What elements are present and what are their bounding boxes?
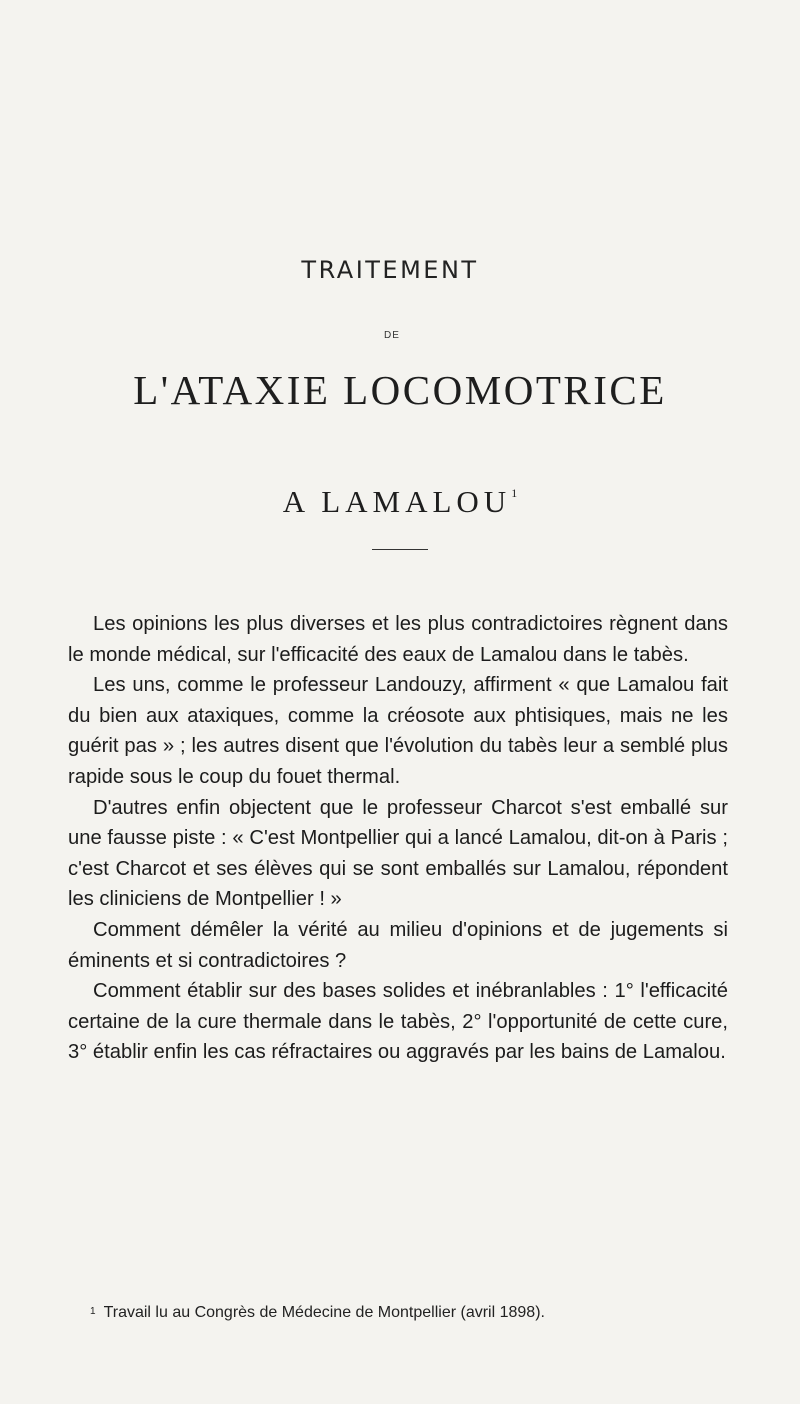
title-ataxie-locomotrice: L'ATAXIE LOCOMOTRICE bbox=[133, 367, 667, 413]
footnote-mark: 1 bbox=[90, 1306, 96, 1317]
title-rule bbox=[372, 549, 428, 550]
paragraph-3: D'autres enfin objectent que le professeur Charcot s'est emballé sur une fausse piste : « C'est Montpellier qui a lancé Lamalou, dit-on à Paris ; c'est Charcot et ses élèves qui se sont emballés sur Lamalou, répondent les cliniciens de Montpellier ! » bbox=[68, 796, 728, 911]
paragraph-1: Les opinions les plus diverses et les plus contradictoires règnent dans le monde médical, sur l'efficacité des eaux de Lamalou dans le tabès. bbox=[68, 613, 728, 666]
paragraph-5: Comment établir sur des bases solides et inébranlables : 1° l'efficacité certaine de la cure thermale dans le tabès, 2° l'opportunité de cette cure, 3° établir enfin les cas réfractaires ou aggravés par les bains de Lamalou. bbox=[68, 980, 728, 1064]
footnote bbox=[90, 1304, 750, 1322]
footnote-reference: 1 bbox=[511, 486, 518, 500]
paragraph-2: Les uns, comme le professeur Landouzy, affirment « que Lamalou fait du bien aux ataxiques, comme la créosote aux phtisiques, mais ne les guérit pas » ; les autres disent que l'évolution du tabès leur a semblé plus rapide sous le coup du fouet thermal. bbox=[68, 674, 728, 788]
footnote-text: Travail lu au Congrès de Médecine de Montpellier (avril 1898). bbox=[103, 1304, 545, 1321]
title-a-lamalou bbox=[0, 484, 800, 520]
body-text bbox=[68, 609, 728, 1068]
title-a-lamalou-text: A LAMALOU bbox=[282, 484, 512, 519]
title-traitement: TRAITEMENT bbox=[301, 256, 479, 284]
paragraph-4: Comment démêler la vérité au milieu d'opinions et de jugements si éminents et si contradictoires ? bbox=[68, 918, 728, 972]
title-de: DE bbox=[384, 330, 400, 341]
